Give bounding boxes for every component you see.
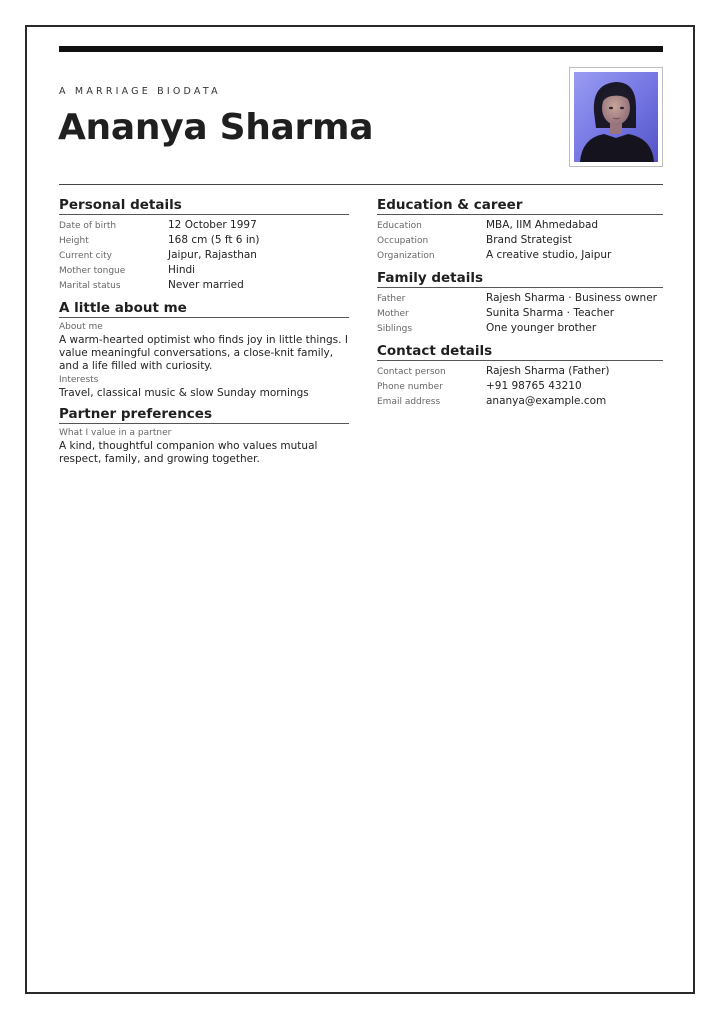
detail-label: Contact person [377,367,446,377]
detail-row [377,234,663,249]
detail-row [377,365,663,380]
top-accent-bar [59,46,663,52]
detail-row [59,234,349,249]
detail-row [377,292,663,307]
detail-label: Marital status [59,281,121,291]
section-title-family: Family details [377,270,663,288]
section-title-contact: Contact details [377,343,663,361]
contact-details-section [377,343,663,410]
detail-row [377,219,663,234]
detail-value: +91 98765 43210 [486,380,582,392]
detail-label: Education [377,221,422,231]
partner-text: A kind, thoughtful companion who values mutual respect, family, and growing together. [59,440,318,465]
detail-label: Siblings [377,324,413,334]
email-value[interactable]: ananya@example.com [486,395,607,407]
detail-value: A creative studio, Jaipur [486,249,612,261]
interests-text: Travel, classical music & slow Sunday mornings [59,387,309,399]
section-title-about: A little about me [59,300,349,318]
about-text: A warm-hearted optimist who finds joy in little things. I value meaningful conversations, a close-knit family, and a life filled with curiosity. [59,334,348,372]
detail-row [59,279,349,294]
detail-value: 168 cm (5 ft 6 in) [168,234,260,246]
detail-row [377,395,663,410]
detail-label: Mother [377,309,409,319]
detail-value: One younger brother [486,322,597,334]
detail-row [59,264,349,279]
detail-value: Never married [168,279,244,291]
personal-details-section [59,197,349,294]
education-career-section [377,197,663,264]
right-column [377,197,663,416]
about-section [59,300,349,400]
left-column [59,197,349,472]
family-details-section [377,270,663,337]
detail-value: MBA, IIM Ahmedabad [486,219,599,231]
document-kicker: A MARRIAGE BIODATA [59,86,221,97]
about-label: About me [59,322,103,332]
section-title-personal: Personal details [59,197,349,215]
detail-row [377,322,663,337]
person-name: Ananya Sharma [58,107,374,148]
detail-label: Email address [377,397,441,407]
detail-value: Brand Strategist [486,234,572,246]
detail-label: Organization [377,251,435,261]
detail-label: Occupation [377,236,429,246]
detail-value: Sunita Sharma · Teacher [486,307,615,319]
detail-label: Phone number [377,382,443,392]
detail-row [377,249,663,264]
detail-label: Current city [59,251,112,261]
detail-label: Date of birth [59,221,117,231]
photo-frame [569,67,663,167]
partner-preferences-section [59,406,349,466]
detail-label: Height [59,236,89,246]
detail-row [377,380,663,395]
interests-label: Interests [59,375,99,385]
detail-label: Father [377,294,406,304]
detail-row [377,307,663,322]
partner-label: What I value in a partner [59,428,172,438]
portrait-photo [574,72,658,162]
section-title-education: Education & career [377,197,663,215]
detail-value: Rajesh Sharma (Father) [486,365,610,377]
detail-value: 12 October 1997 [168,219,257,231]
detail-row [59,219,349,234]
header-divider [59,184,663,185]
section-title-partner: Partner preferences [59,406,349,424]
detail-label: Mother tongue [59,266,126,276]
biodata-page [25,25,695,994]
detail-value: Jaipur, Rajasthan [168,249,257,261]
detail-value: Rajesh Sharma · Business owner [486,292,657,304]
detail-row [59,249,349,264]
detail-value: Hindi [168,264,196,276]
